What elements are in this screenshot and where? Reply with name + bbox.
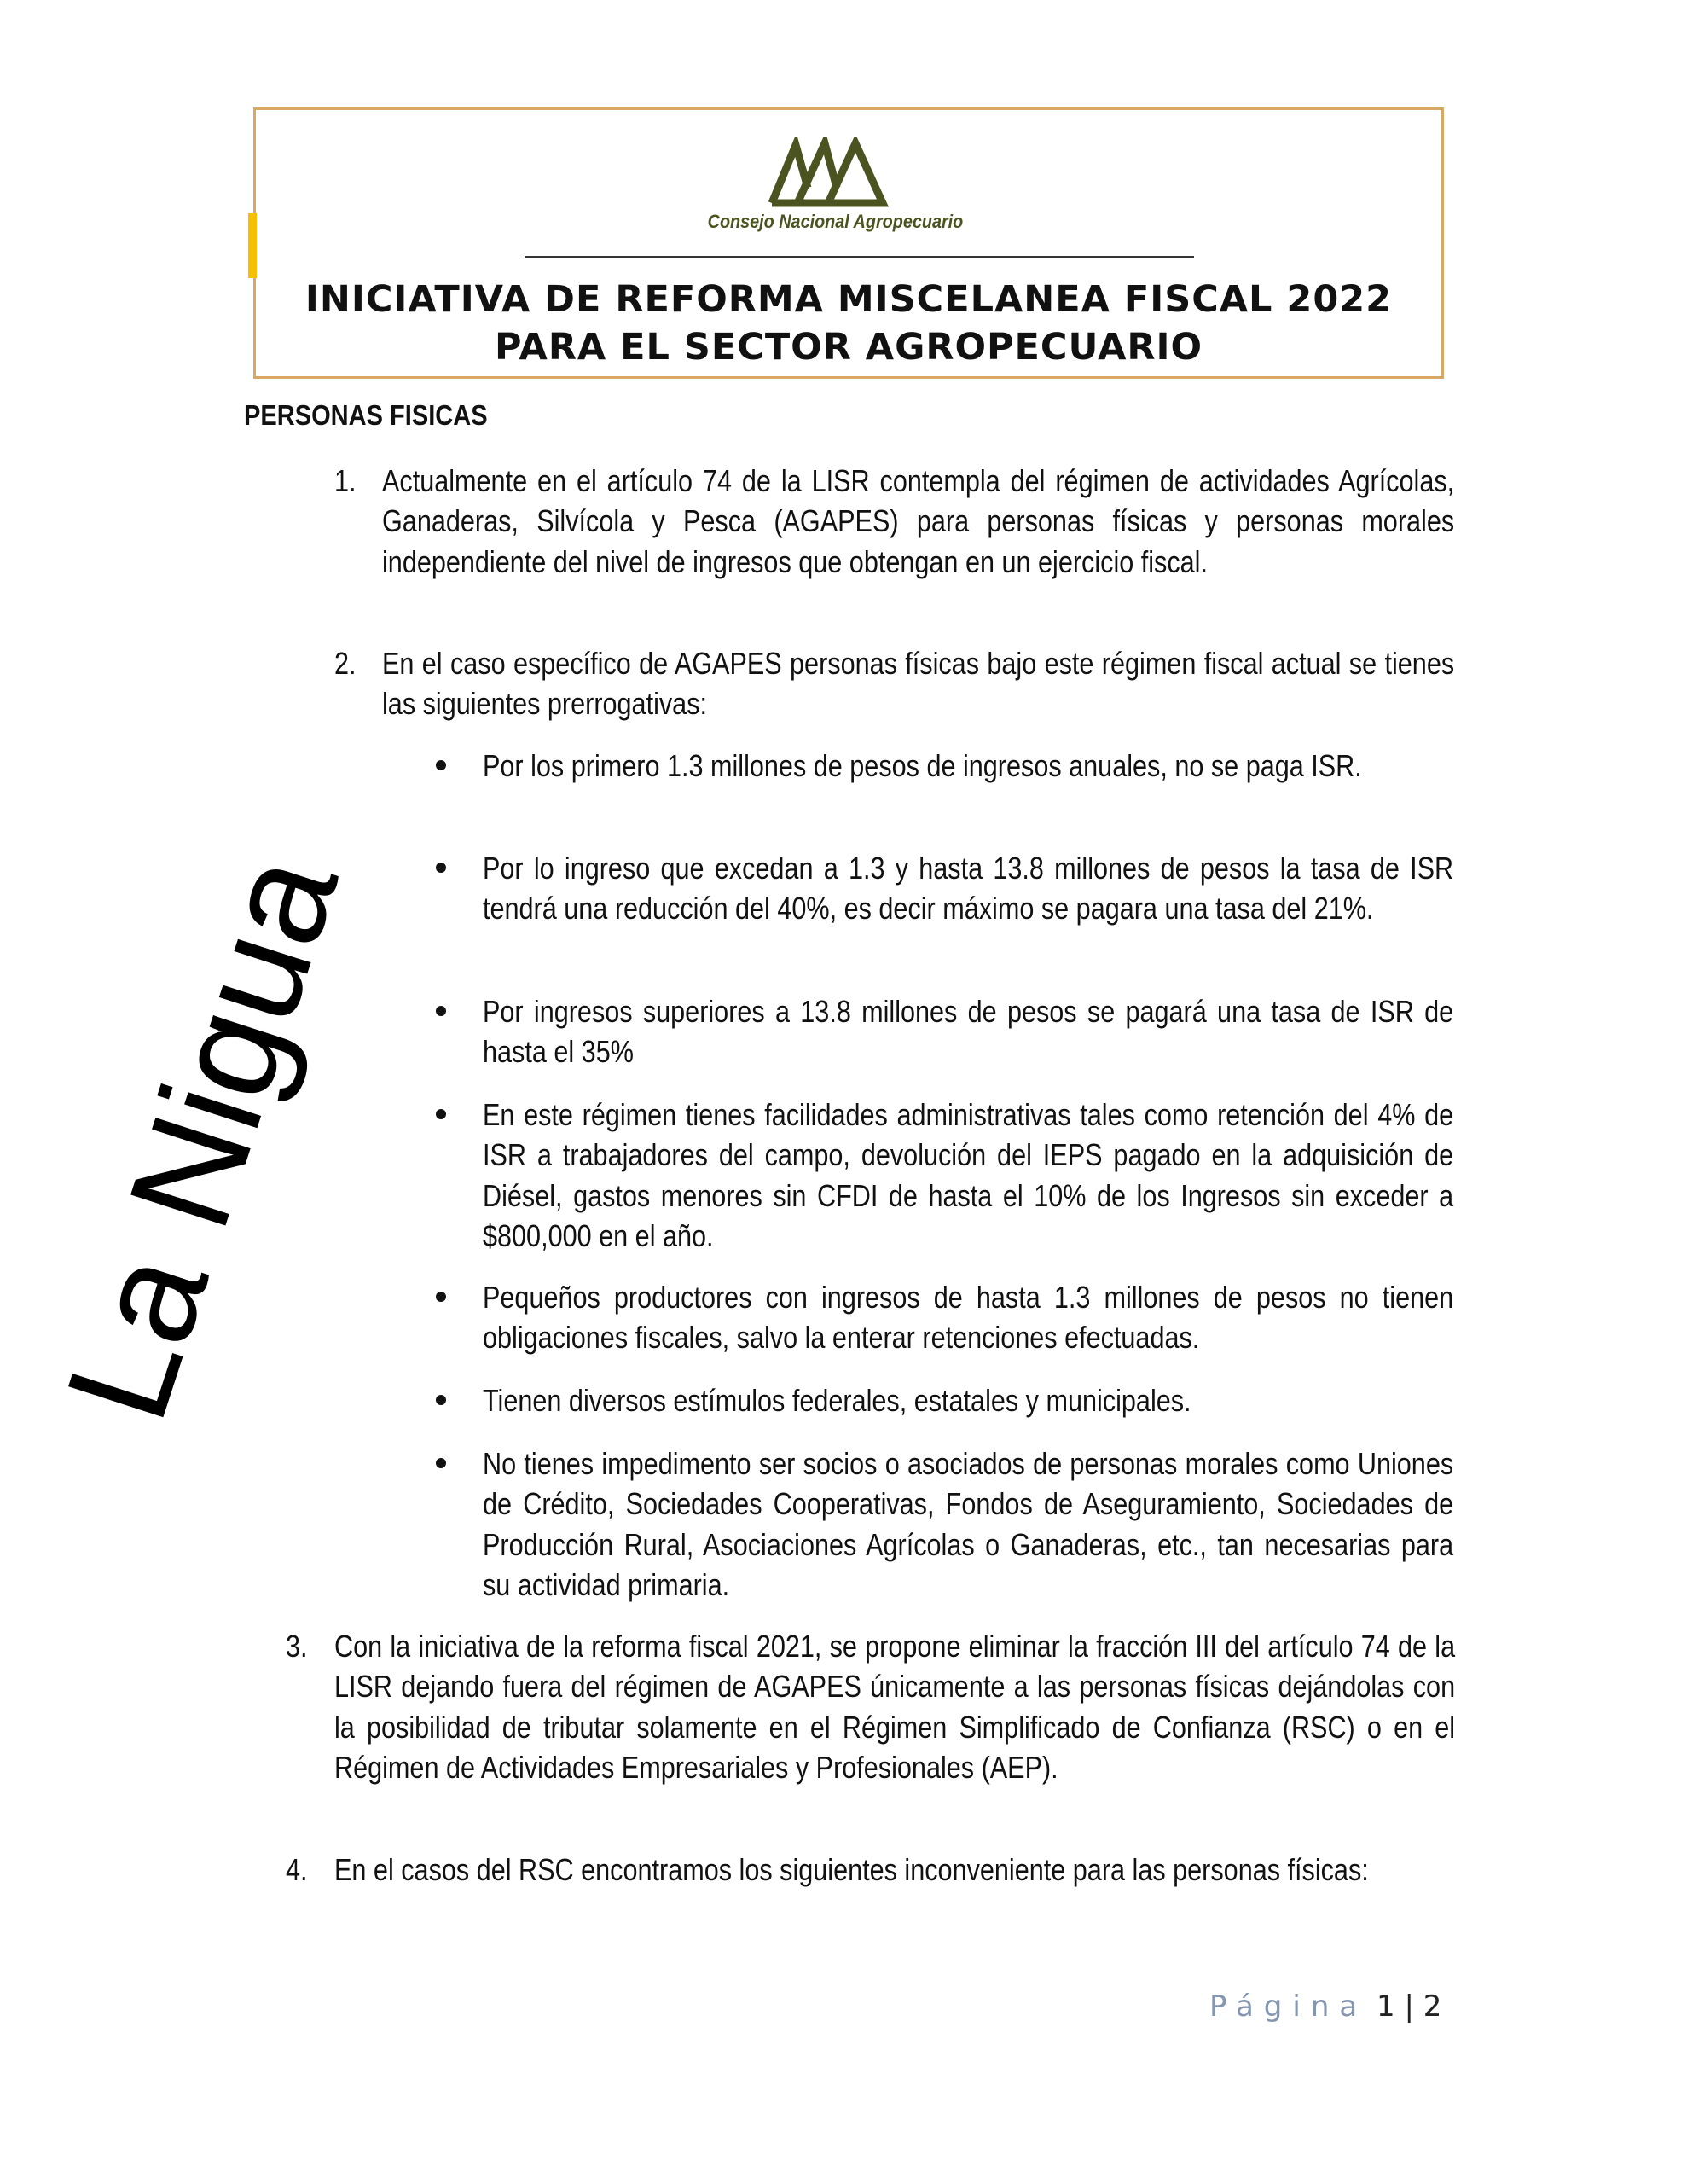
item-number: 3.: [286, 1629, 308, 1664]
page-number: [1209, 1989, 1441, 2024]
bullet-icon: [436, 1006, 446, 1016]
item-number: 1.: [334, 463, 357, 498]
watermark: La Nigua: [35, 836, 369, 1438]
section-title: PERSONAS FISICAS: [244, 399, 488, 431]
cna-logo-icon: [763, 136, 891, 209]
list-item: En el caso específico de AGAPES personas físicas bajo este régimen fiscal actual se tienes las siguientes prerrogativas:: [382, 646, 1455, 722]
title-line-1: INICIATIVA DE REFORMA MISCELANEA FISCAL 2022: [304, 278, 1393, 321]
bullet-item: En este régimen tienes facilidades administrativas tales como retención del 4% de ISR a trabajadores del campo, devolución del IEPS pagado en la adquisición de Diésel, gastos menores sin CFDI de hasta el 10% de los Ingresos sin exceder a $800,000 en el año.: [483, 1097, 1454, 1254]
organization-name: Consejo Nacional Agropecuario: [707, 211, 963, 232]
bullet-icon: [436, 1458, 446, 1468]
item-number: 2.: [334, 646, 357, 681]
bullet-item: Por lo ingreso que excedan a 1.3 y hasta 13.8 millones de pesos la tasa de ISR tendrá una reducción del 40%, es decir máximo se pagara una tasa del 21%.: [483, 851, 1454, 926]
header-divider: [525, 256, 1194, 258]
bullet-icon: [436, 1109, 446, 1119]
bullet-icon: [436, 1292, 446, 1302]
bullet-item: Pequeños productores con ingresos de hasta 1.3 millones de pesos no tienen obligaciones fiscales, salvo la enterar retenciones efectuadas.: [483, 1280, 1454, 1356]
item-number: 4.: [286, 1852, 308, 1887]
bullet-icon: [436, 760, 446, 770]
page-separator: |: [1404, 1989, 1414, 2024]
current-page: 1: [1377, 1989, 1395, 2024]
total-pages: 2: [1423, 1989, 1442, 2024]
page-label: Página: [1209, 1989, 1368, 2024]
list-item: En el casos del RSC encontramos los siguientes inconveniente para las personas físicas:: [334, 1852, 1369, 1887]
list-item: Actualmente en el artículo 74 de la LISR contempla del régimen de actividades Agrícolas, Ganaderas, Silvícola y Pesca (AGAPES) para personas físicas y personas morales independiente del nivel de ingresos que obtengan en un ejercicio fiscal.: [382, 463, 1455, 579]
title-line-2: PARA EL SECTOR AGROPECUARIO: [494, 326, 1203, 369]
bullet-item: Por los primero 1.3 millones de pesos de ingresos anuales, no se paga ISR.: [483, 748, 1362, 783]
bullet-item: Tienen diversos estímulos federales, estatales y municipales.: [483, 1383, 1191, 1418]
bullet-icon: [436, 863, 446, 873]
list-item: Con la iniciativa de la reforma fiscal 2021, se propone eliminar la fracción III del artículo 74 de la LISR dejando fuera del régimen de AGAPES únicamente a las personas físicas dejándolas con la posibilidad de tributar solamente en el Régimen Simplificado de Confianza (RSC) o en el Régimen de Actividades Empresariales y Profesionales (AEP).: [334, 1629, 1456, 1786]
bullet-item: No tienes impedimento ser socios o asociados de personas morales como Uniones de Crédito, Sociedades Cooperativas, Fondos de Aseguramiento, Sociedades de Producción Rural, Asociaciones Agrícolas o Ganaderas, etc., tan necesarias para su actividad primaria.: [483, 1446, 1454, 1603]
bullet-item: Por ingresos superiores a 13.8 millones de pesos se pagará una tasa de ISR de hasta el 35%: [483, 994, 1454, 1070]
bullet-icon: [436, 1395, 446, 1405]
